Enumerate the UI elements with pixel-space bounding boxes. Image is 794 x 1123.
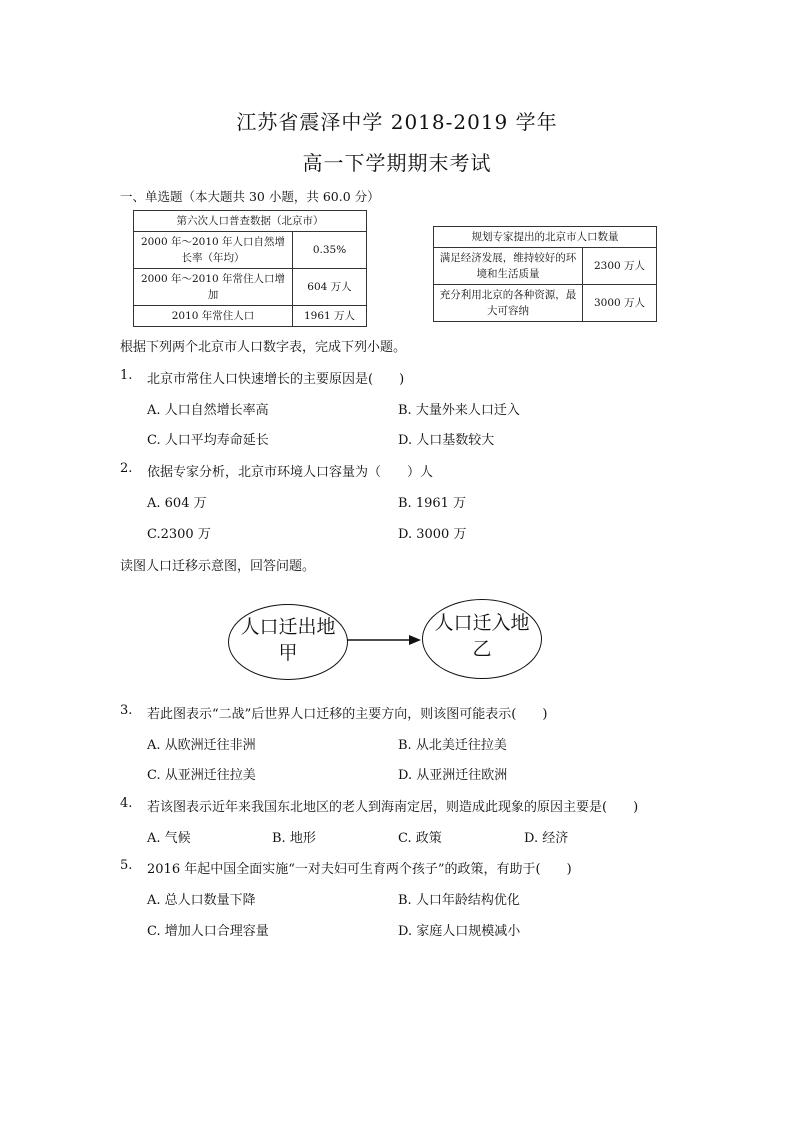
- table-cell: 0.35%: [293, 232, 367, 269]
- option-a: A. 气候: [147, 831, 191, 846]
- option-b: B. 1961 万: [398, 496, 467, 511]
- question-stem: 依据专家分析，北京市环境人口容量为（ ）人: [147, 465, 434, 480]
- census-table-caption: 第六次人口普查数据（北京市）: [134, 211, 367, 232]
- option-d: D. 经济: [524, 831, 569, 846]
- option-a: A. 总人口数量下降: [147, 893, 256, 908]
- table-cell: 604 万人: [293, 269, 367, 306]
- arrow-right-icon: [345, 633, 425, 647]
- origin-label-line2: 甲: [278, 642, 298, 664]
- option-c: C.2300 万: [147, 527, 211, 542]
- option-b: B. 大量外来人口迁入: [398, 403, 520, 418]
- origin-label-line1: 人口迁出地: [240, 616, 336, 638]
- option-a: A. 人口自然增长率高: [147, 403, 269, 418]
- question-number: 5.: [120, 858, 133, 873]
- table-cell: 2000 年～2010 年常住人口增加: [134, 269, 293, 306]
- table-cell: 充分利用北京的各种资源，最大可容纳: [434, 285, 583, 322]
- page-subtitle: 高一下学期期末考试: [302, 151, 492, 175]
- planning-table-caption: 规划专家提出的北京市人口数量: [434, 227, 657, 248]
- option-c: C. 从亚洲迁往拉美: [147, 768, 256, 783]
- question-stem: 若该图表示近年来我国东北地区的老人到海南定居，则造成此现象的原因主要是( ): [147, 800, 639, 815]
- destination-label: [422, 610, 542, 662]
- option-c: C. 增加人口合理容量: [147, 924, 269, 939]
- option-a: A. 604 万: [147, 496, 207, 511]
- destination-label-line2: 乙: [472, 638, 492, 660]
- option-b: B. 地形: [272, 831, 316, 846]
- option-c: C. 政策: [398, 831, 442, 846]
- table-cell: 2300 万人: [583, 248, 657, 285]
- question-stem: 2016 年起中国全面实施“一对夫妇可生育两个孩子”的政策，有助于( ): [147, 862, 572, 877]
- table-cell: 2010 年常住人口: [134, 306, 293, 327]
- option-b: B. 从北美迁往拉美: [398, 738, 507, 753]
- census-table: [133, 210, 367, 327]
- question-stem: 北京市常住人口快速增长的主要原因是( ): [147, 372, 405, 387]
- question-number: 2.: [120, 461, 133, 476]
- page-title: 江苏省震泽中学 2018-2019 学年: [236, 110, 558, 134]
- intro-text: 读图人口迁移示意图，回答问题。: [120, 559, 316, 574]
- table-cell: 3000 万人: [583, 285, 657, 322]
- option-d: D. 人口基数较大: [398, 433, 495, 448]
- table-cell: 1961 万人: [293, 306, 367, 327]
- option-d: D. 从亚洲迁往欧洲: [398, 768, 508, 783]
- table-cell: 满足经济发展，维持较好的环境和生活质量: [434, 248, 583, 285]
- intro-text: 根据下列两个北京市人口数字表，完成下列小题。: [120, 340, 407, 355]
- question-number: 4.: [120, 796, 133, 811]
- question-number: 1.: [120, 368, 133, 383]
- option-c: C. 人口平均寿命延长: [147, 433, 269, 448]
- question-number: 3.: [120, 703, 133, 718]
- planning-table: [433, 226, 657, 322]
- option-d: D. 家庭人口规模减小: [398, 924, 521, 939]
- option-b: B. 人口年龄结构优化: [398, 893, 520, 908]
- table-cell: 2000 年～2010 年人口自然增长率（年均）: [134, 232, 293, 269]
- option-a: A. 从欧洲迁往非洲: [147, 738, 256, 753]
- origin-label: [228, 614, 348, 666]
- section-heading: 一、单选题（本大题共 30 小题，共 60.0 分）: [120, 189, 380, 204]
- destination-label-line1: 人口迁入地: [434, 612, 530, 634]
- question-stem: 若此图表示“二战”后世界人口迁移的主要方向，则该图可能表示( ): [147, 707, 548, 722]
- option-d: D. 3000 万: [398, 527, 467, 542]
